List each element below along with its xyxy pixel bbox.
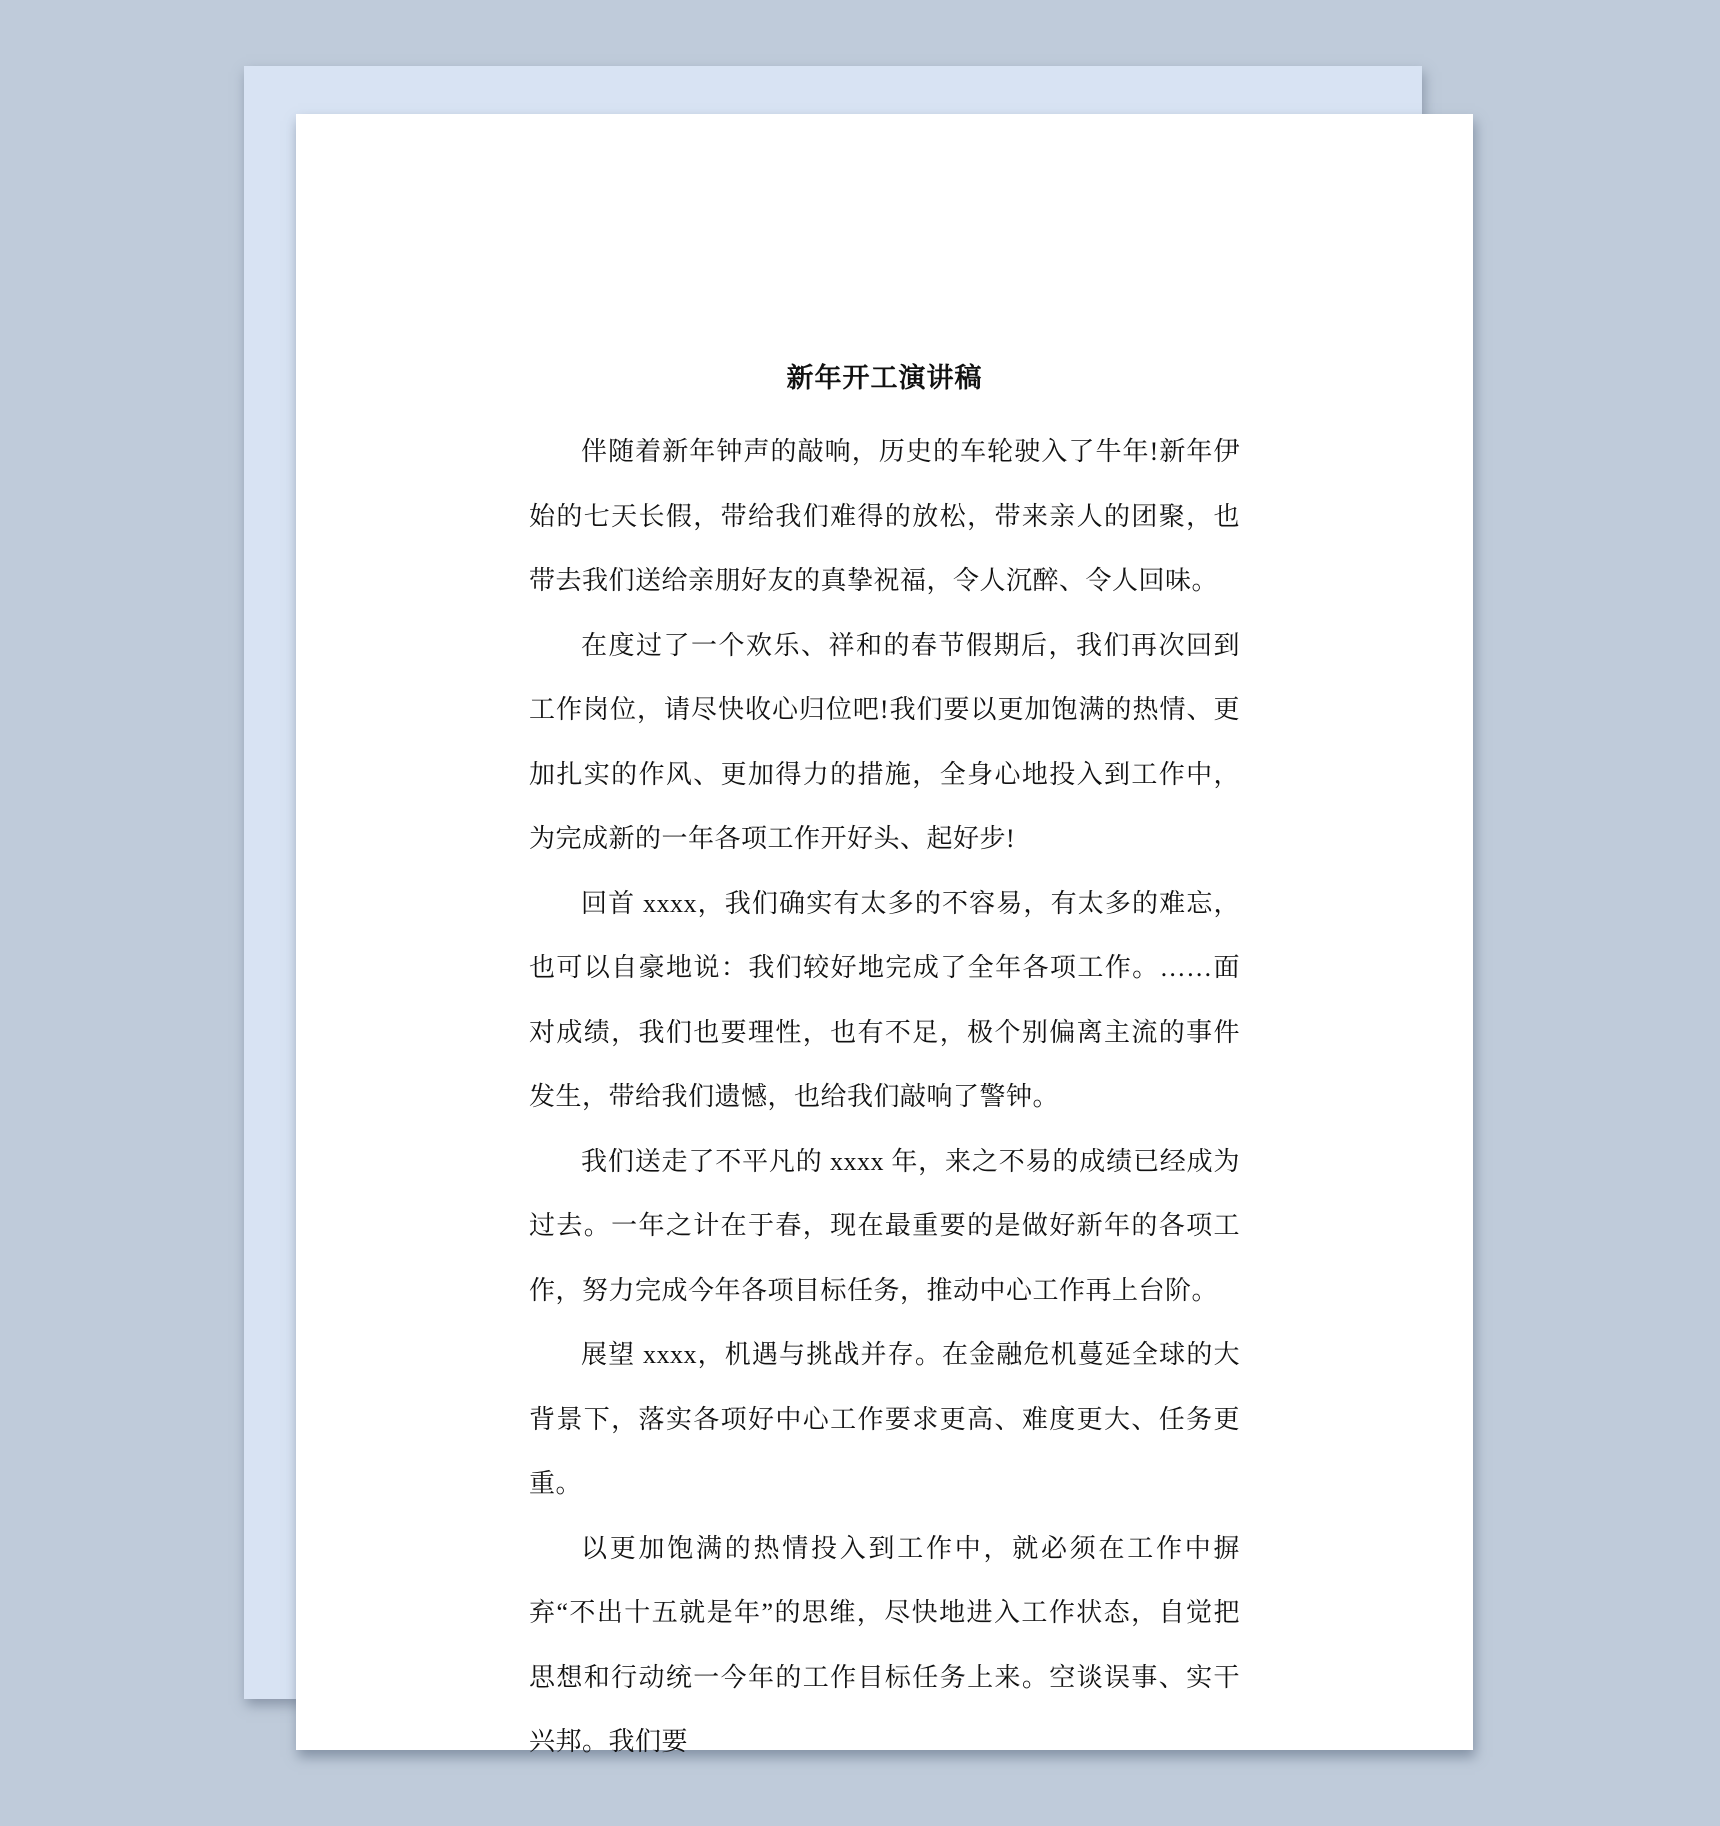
document-title: 新年开工演讲稿 [786,363,983,393]
paragraph: 展望 xxxx，机遇与挑战并存。在金融危机蔓延全球的大背景下，落实各项好中心工作要求更高、难度更大、任务更重。 [529,1340,1240,1498]
paragraph: 在度过了一个欢乐、祥和的春节假期后，我们再次回到工作岗位，请尽快收心归位吧!我们要以更加饱满的热情、更加扎实的作风、更加得力的措施，全身心地投入到工作中，为完成新的一年各项工作开好头、起好步! [529,630,1240,853]
paragraph: 以更加饱满的热情投入到工作中，就必须在工作中摒弃“不出十五就是年”的思维，尽快地进入工作状态，自觉把思想和行动统一今年的工作目标任务上来。空谈误事、实干兴邦。我们要 [529,1533,1240,1756]
paragraph: 伴随着新年钟声的敲响，历史的车轮驶入了牛年!新年伊始的七天长假，带给我们难得的放松，带来亲人的团聚，也带去我们送给亲朋好友的真挚祝福，令人沉醉、令人回味。 [529,437,1240,595]
paragraph: 我们送走了不平凡的 xxxx 年，来之不易的成绩已经成为过去。一年之计在于春，现在最重要的是做好新年的各项工作，努力完成今年各项目标任务，推动中心工作再上台阶。 [529,1146,1240,1305]
paragraph: 回首 xxxx，我们确实有太多的不容易，有太多的难忘，也可以自豪地说：我们较好地完成了全年各项工作。……面对成绩，我们也要理性，也有不足，极个别偏离主流的事件发生，带给我们遗憾，也给我们敲响了警钟。 [529,888,1240,1111]
document-body [529,420,1240,1775]
document-page [296,114,1473,1756]
